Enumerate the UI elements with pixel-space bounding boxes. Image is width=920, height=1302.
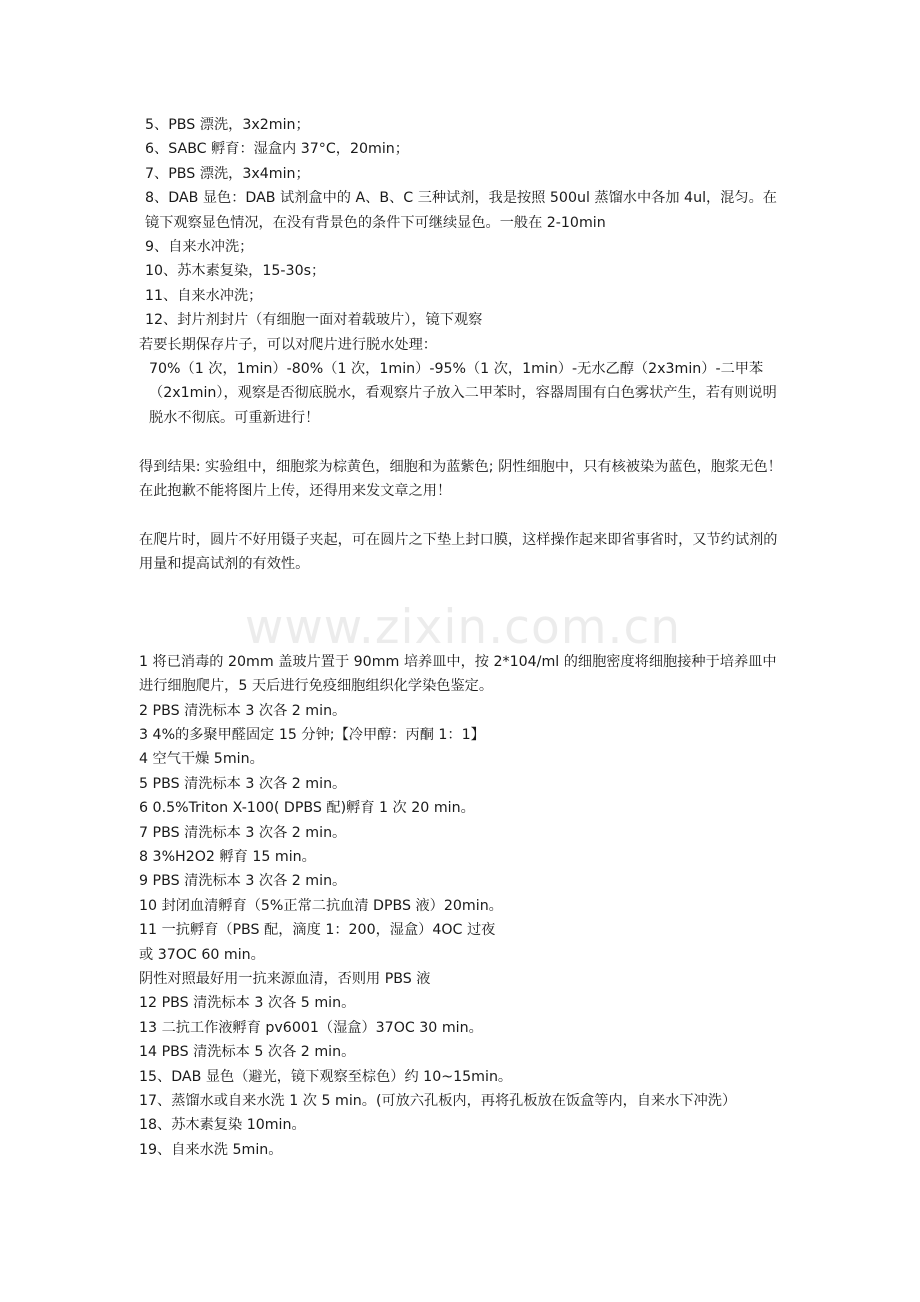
step-line: 7、PBS 漂洗，3x4min；: [145, 165, 310, 182]
protocol-line: 15、DAB 显色（避光，镜下观察至棕色）约 10~15min。: [139, 1068, 513, 1085]
dehydration-steps: 70%（1 次，1min）-80%（1 次，1min）-95%（1 次，1min）-无水乙醇（2x3min）-二甲苯（2x1min），观察是否彻底脱水，看观察片子放入二甲苯时，容器周围有白色雾状产生，若有则说明脱水不彻底。可重新进行！: [149, 361, 777, 426]
protocol-line: 12 PBS 清洗标本 3 次各 5 min。: [139, 995, 356, 1012]
step-line: 11、自来水冲洗；: [145, 287, 263, 304]
result-paragraph: 得到结果: 实验组中，细胞浆为棕黄色，细胞和为蓝紫色; 阴性细胞中，只有核被染为蓝色，胞浆无色！在此抱歉不能将图片上传，还得用来发文章之用！: [139, 458, 782, 500]
protocol-line: 2 PBS 清洗标本 3 次各 2 min。: [139, 702, 347, 719]
protocol-line: 17、蒸馏水或自来水洗 1 次 5 min。(可放六孔板内，再将孔板放在饭盒等内，自来水下冲洗）: [139, 1093, 737, 1109]
protocol-line: 11 一抗孵育（PBS 配，滴度 1：200，湿盒）4OC 过夜: [139, 922, 496, 939]
protocol-line: 8 3%H2O2 孵育 15 min。: [139, 848, 316, 865]
protocol-line: 或 37OC 60 min。: [139, 946, 265, 963]
tip-paragraph: 在爬片时，圆片不好用镊子夹起，可在圆片之下垫上封口膜，这样操作起来即省事省时，又节约试剂的用量和提高试剂的有效性。: [139, 531, 778, 573]
watermark: www.zixin.com.cn: [244, 600, 682, 655]
dehydration-intro: 若要长期保存片子，可以对爬片进行脱水处理：: [139, 336, 437, 353]
blank-line: [139, 430, 784, 454]
protocol-line: 6 0.5%Triton X-100( DPBS 配)孵育 1 次 20 min。: [139, 800, 475, 817]
protocol-line: 19、自来水洗 5min。: [139, 1141, 283, 1158]
protocol-line: 阴性对照最好用一抗来源血清，否则用 PBS 液: [139, 970, 431, 987]
step-line: 10、苏木素复染，15-30s；: [145, 263, 326, 280]
protocol-line: 9 PBS 清洗标本 3 次各 2 min。: [139, 873, 347, 890]
step-line: 12、封片剂封片（有细胞一面对着载玻片），镜下观察: [145, 312, 483, 329]
blank-gap: [139, 577, 784, 650]
step-line: 5、PBS 漂洗，3x2min；: [145, 117, 310, 133]
protocol-line: 7 PBS 清洗标本 3 次各 2 min。: [139, 824, 347, 841]
protocol-line: 1 将已消毒的 20mm 盖玻片置于 90mm 培养皿中，按 2*104/ml 的细胞密度将细胞接种于培养皿中进行细胞爬片，5 天后进行免疫细胞组织化学染色鉴定。: [139, 653, 777, 695]
protocol-line: 18、苏木素复染 10min。: [139, 1117, 306, 1134]
document-body: [139, 113, 784, 1162]
protocol-line: 10 封闭血清孵育（5%正常二抗血清 DPBS 液）20min。: [139, 897, 503, 914]
step-line: 6、SABC 孵育：湿盒内 37°C，20min；: [145, 141, 409, 158]
protocol-line: 13 二抗工作液孵育 pv6001（湿盒）37OC 30 min。: [139, 1019, 483, 1036]
blank-line: [139, 503, 784, 527]
protocol-line: 3 4%的多聚甲醛固定 15 分钟;【冷甲醇：丙酮 1：1】: [139, 726, 485, 743]
protocol-line: 5 PBS 清洗标本 3 次各 2 min。: [139, 775, 347, 792]
step-line: 9、自来水冲洗；: [145, 239, 254, 256]
step-line: 8、DAB 显色：DAB 试剂盒中的 A、B、C 三种试剂，我是按照 500ul 蒸馏水中各加 4ul，混匀。在镜下观察显色情况，在没有背景色的条件下可继续显色。一般在 2-10min: [145, 190, 777, 231]
protocol-line: 4 空气干燥 5min。: [139, 751, 264, 768]
protocol-line: 14 PBS 清洗标本 5 次各 2 min。: [139, 1044, 356, 1061]
